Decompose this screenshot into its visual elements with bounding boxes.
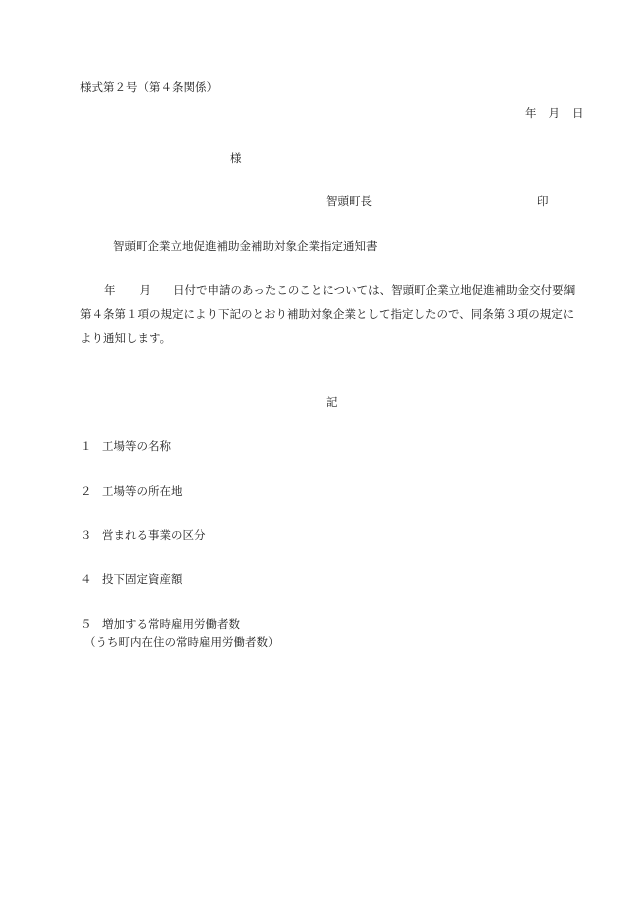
item-label: 投下固定資産額	[102, 572, 183, 586]
body-line-1	[80, 285, 580, 309]
body-line-3: より通知します。	[80, 331, 172, 345]
body-paragraph	[80, 285, 580, 357]
addressee-suffix: 様	[230, 151, 242, 165]
item-number: ４	[80, 572, 92, 586]
item-5	[80, 619, 240, 631]
item-label: 工場等の名称	[102, 439, 171, 453]
item-number: ５	[80, 617, 92, 631]
document-title: 智頭町企業立地促進補助金補助対象企業指定通知書	[113, 239, 378, 253]
item-number: １	[80, 439, 92, 453]
sender-name: 智頭町長	[326, 194, 372, 208]
date-month: 月	[548, 106, 560, 120]
form-number: 様式第２号（第４条関係）	[80, 80, 218, 94]
item-2	[80, 486, 183, 498]
item-4	[80, 574, 183, 586]
date-line	[525, 108, 584, 120]
body-month: 月	[139, 283, 151, 297]
item-1	[80, 441, 171, 453]
item-5-note: （うち町内在住の常時雇用労働者数）	[84, 635, 280, 649]
body-line-2: 第４条第１項の規定により下記のとおり補助対象企業として指定したので、同条第３項の規定に	[80, 307, 575, 321]
ki-heading: 記	[326, 395, 338, 409]
body-line-1-text: 日付で申請のあったこのことについては、智頭町企業立地促進補助金交付要綱	[173, 283, 576, 297]
date-year: 年	[525, 106, 537, 120]
item-3	[80, 530, 206, 542]
item-label: 工場等の所在地	[102, 484, 183, 498]
item-number: ３	[80, 528, 92, 542]
date-day: 日	[572, 106, 584, 120]
seal-mark: 印	[537, 194, 549, 208]
body-year: 年	[104, 283, 116, 297]
item-number: ２	[80, 484, 92, 498]
item-label: 営まれる事業の区分	[102, 528, 206, 542]
item-label: 増加する常時雇用労働者数	[102, 617, 240, 631]
